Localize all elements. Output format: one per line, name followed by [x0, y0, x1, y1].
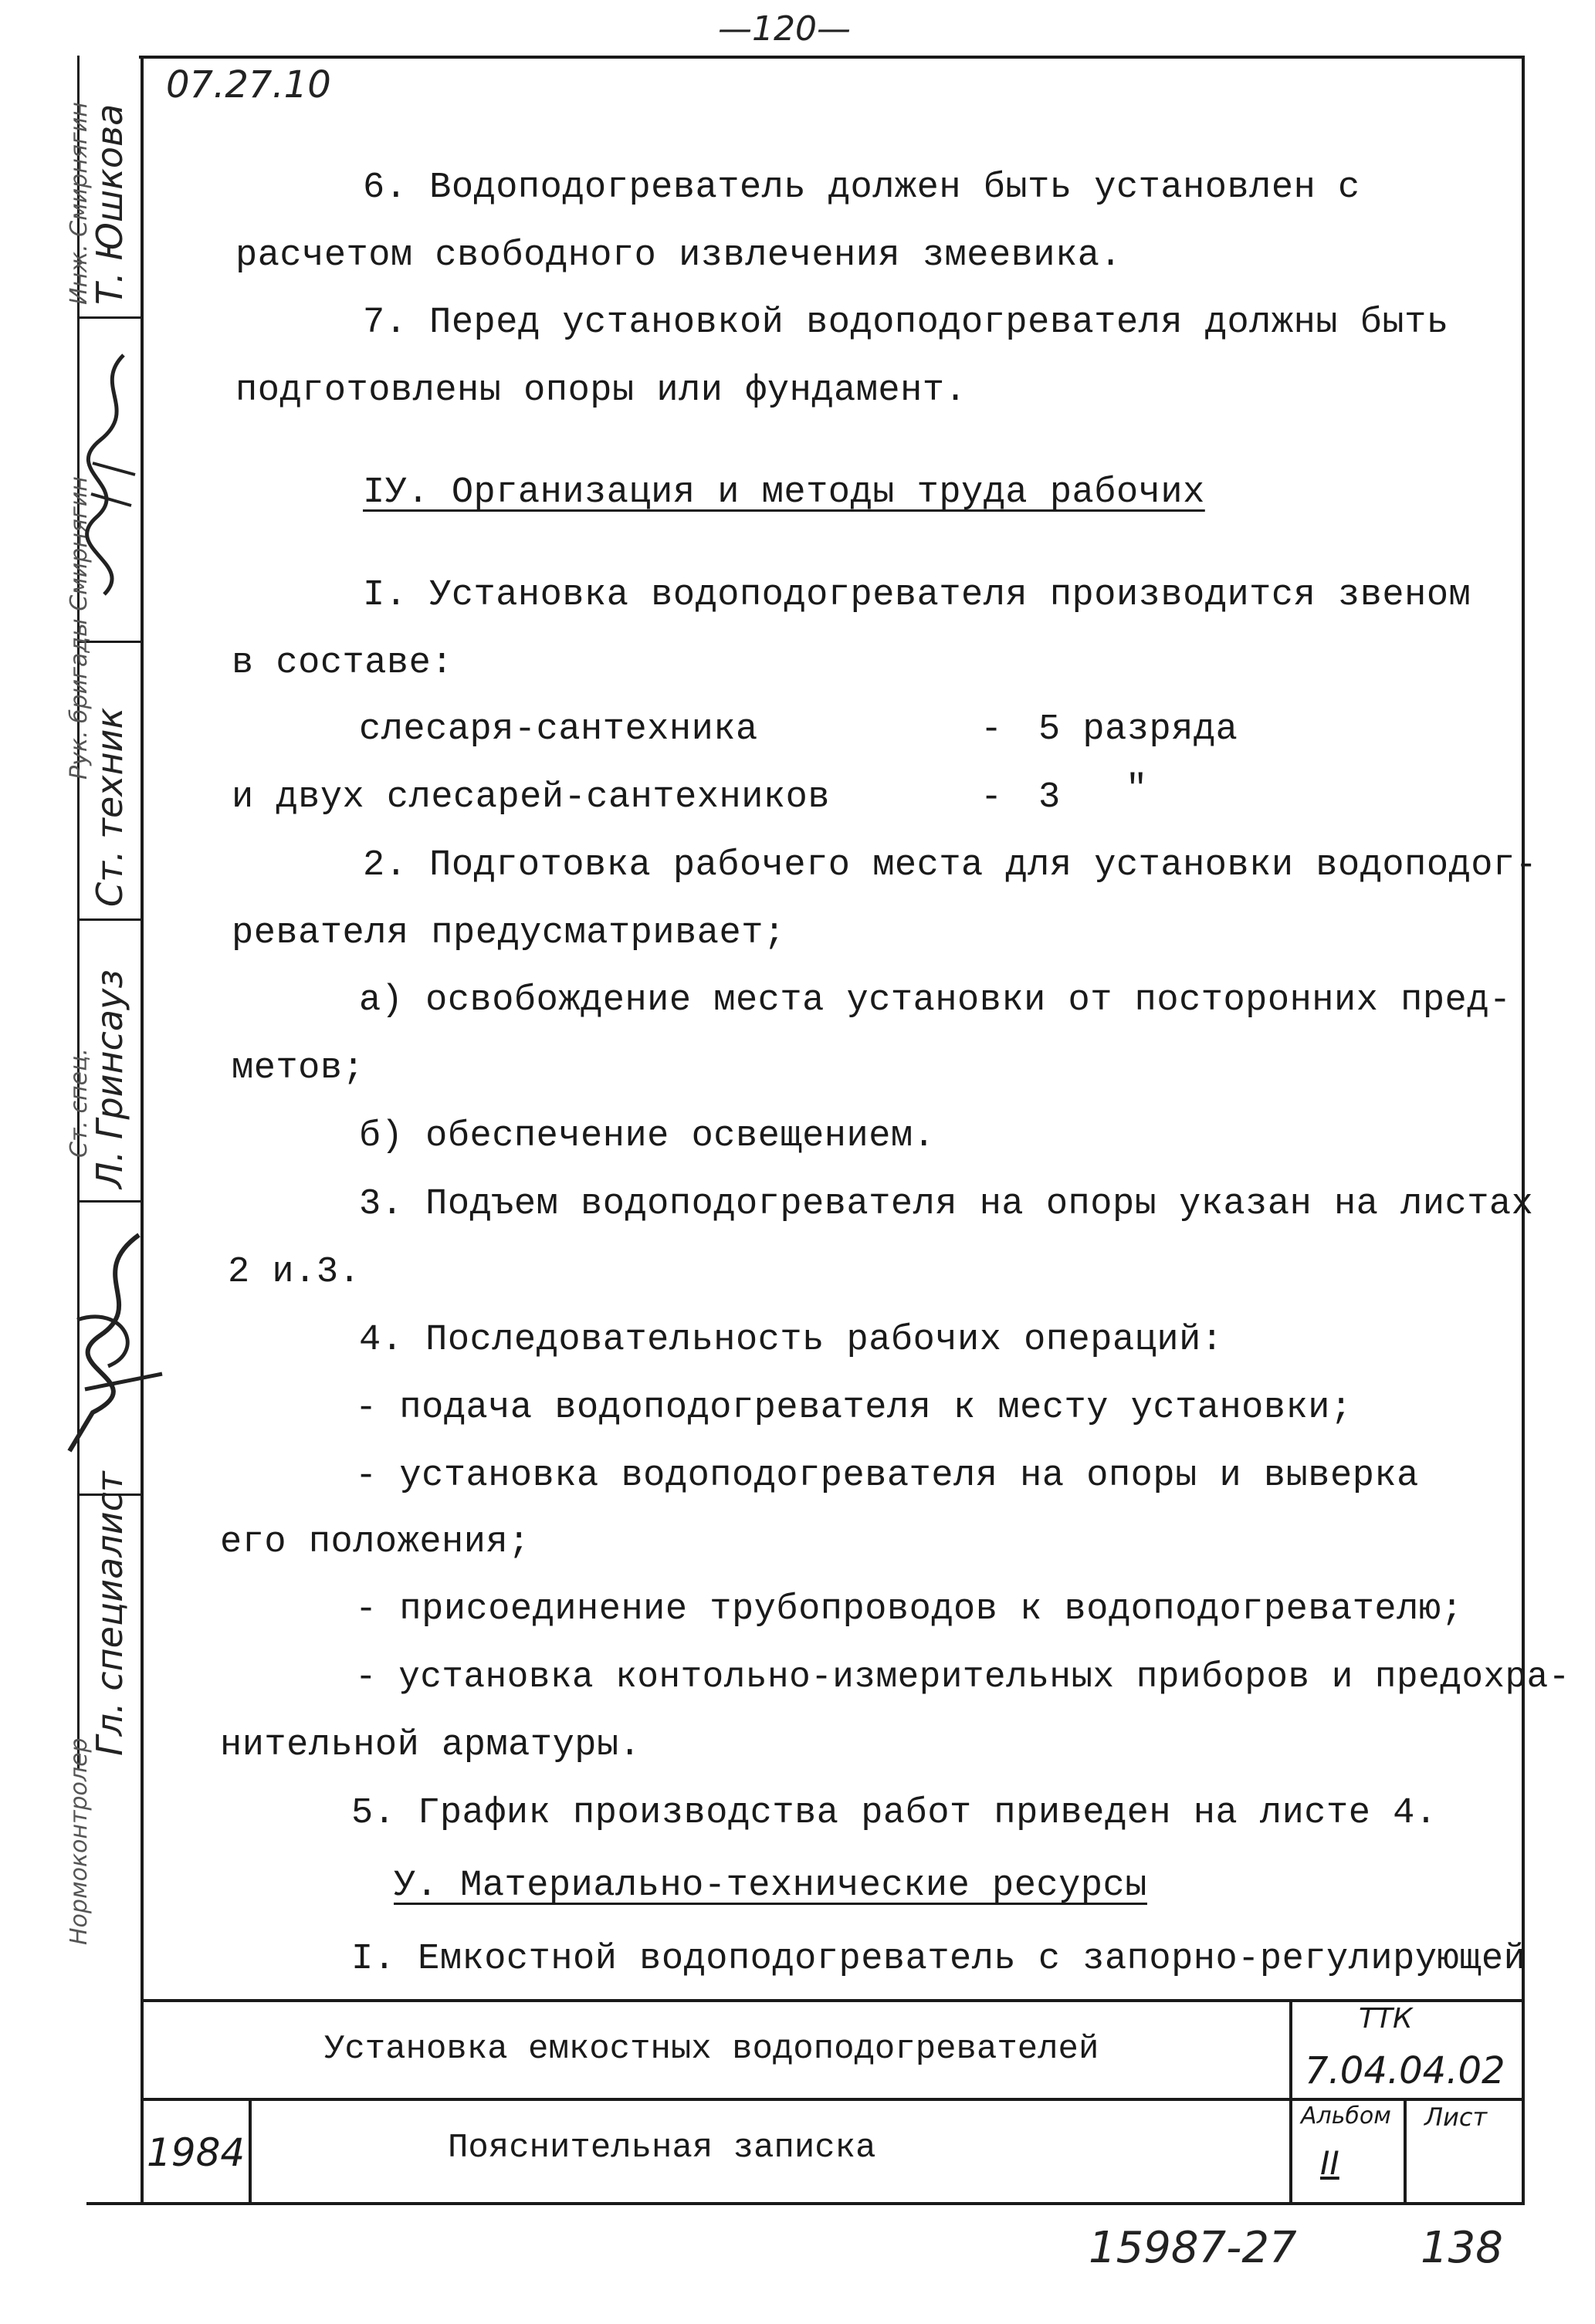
section-4-title: IУ. Организация и методы труда рабочих — [363, 472, 1205, 513]
p7-line-1: 7. Перед установкой водоподогревателя должны быть — [363, 303, 1449, 343]
op-2-line-1: - установка водоподогревателя на опоры и выверка — [355, 1456, 1419, 1497]
sheet-label: Лист — [1424, 2102, 1488, 2132]
s4-p1-line-2: в составе: — [232, 643, 454, 684]
p6-line-1: 6. Водоподогреватель должен быть установлен с — [363, 167, 1360, 208]
year: 1984 — [147, 2130, 246, 2175]
s4-p2a-line-2: метов; — [232, 1048, 365, 1089]
album-value: II — [1320, 2144, 1339, 2182]
op-3: - присоединение трубопроводов к водоподогревателю; — [355, 1589, 1464, 1630]
op-1: - подача водоподогревателя к месту установки; — [355, 1388, 1353, 1429]
op-4-line-1: - установка контольно-измерительных приборов и предохра- — [355, 1657, 1570, 1697]
crew-row-1-name: слесаря-сантехника — [359, 709, 758, 750]
stamp-faint-4: Нормоконтролер — [66, 1737, 93, 1945]
frame-right — [1522, 56, 1525, 2205]
stamp-faint-3: Ст. спец. — [66, 1047, 93, 1158]
title-block-vert-main — [1289, 1999, 1292, 2205]
side-strip-divider-4 — [77, 1200, 142, 1203]
stamp-signer-2: Ст. техник — [89, 707, 130, 907]
s4-p5: 5. График производства работ приведен на листе 4. — [351, 1793, 1438, 1834]
side-strip-divider-3 — [77, 918, 142, 921]
title-block-vert-sheet — [1404, 2098, 1407, 2205]
s4-p3-line-1: 3. Подъем водоподогревателя на опоры указан на листах — [359, 1184, 1534, 1225]
op-2-line-2: его положения; — [220, 1522, 530, 1563]
p7-line-2: подготовлены опоры или фундамент. — [235, 370, 967, 411]
doc-code: 07.27.10 — [166, 63, 331, 107]
signature-2 — [54, 1227, 170, 1459]
crew-row-2-dash: - — [980, 777, 1003, 818]
crew-row-2-name: и двух слесарей-сантехников — [232, 777, 831, 818]
s4-p3-line-2: 2 и.3. — [228, 1252, 361, 1293]
title-block-vert-year — [249, 2098, 252, 2205]
signature-1 — [77, 340, 147, 617]
crew-row-1-grade: 5 разряда — [1038, 709, 1238, 750]
s4-p2-line-2: ревателя предусматривает; — [232, 913, 786, 954]
page-ref: 138 — [1421, 2223, 1503, 2273]
title-block-subtitle: Пояснительная записка — [448, 2129, 876, 2167]
side-strip-divider-1 — [77, 316, 142, 319]
stamp-faint-1: Инж. Смирнягин — [66, 102, 93, 305]
section-5-title: У. Материально-технические ресурсы — [394, 1866, 1147, 1906]
s4-p1-line-1: I. Установка водоподогревателя производится звеном — [363, 575, 1471, 616]
crew-row-1-dash: - — [980, 709, 1003, 750]
crew-row-2-grade: 3 — [1038, 777, 1061, 818]
crew-row-2-ditto: " — [1126, 770, 1148, 810]
ttk-code: 7.04.04.02 — [1305, 2049, 1505, 2092]
order-number: 15987-27 — [1089, 2223, 1297, 2273]
frame-bottom — [86, 2202, 1525, 2205]
frame-top — [139, 56, 1525, 59]
p6-line-2: расчетом свободного извлечения змеевика. — [235, 235, 1123, 276]
stamp-signer-1: Т. Юшкова — [89, 103, 130, 305]
title-block-title: Установка емкостных водоподогревателей — [324, 2030, 1099, 2069]
album-label: Альбом — [1301, 2102, 1391, 2129]
s4-p2a-line-1: а) освобождение места установки от посторонних пред- — [359, 980, 1512, 1021]
s4-p2-line-1: 2. Подготовка рабочего места для установки водоподог- — [363, 845, 1538, 886]
s4-p2b: б) обеспечение освещением. — [359, 1116, 936, 1157]
page-number: —120— — [718, 9, 851, 49]
s5-p1: I. Емкостной водоподогреватель с запорно-регулирующей — [351, 1939, 1526, 1980]
ttk-label: ТТК — [1359, 2003, 1413, 2035]
title-block-top — [141, 1999, 1525, 2002]
op-4-line-2: нительной арматуры. — [220, 1725, 642, 1766]
stamp-signer-4: Гл. специалист — [89, 1471, 130, 1756]
title-block-mid — [141, 2098, 1525, 2101]
side-strip-line — [77, 56, 80, 1769]
stamp-signer-3: Л. Гринсауз — [89, 969, 130, 1189]
stamp-faint-2: Рук. бригады Смирнягин — [66, 476, 93, 780]
s4-p4: 4. Последовательность рабочих операций: — [359, 1320, 1224, 1361]
